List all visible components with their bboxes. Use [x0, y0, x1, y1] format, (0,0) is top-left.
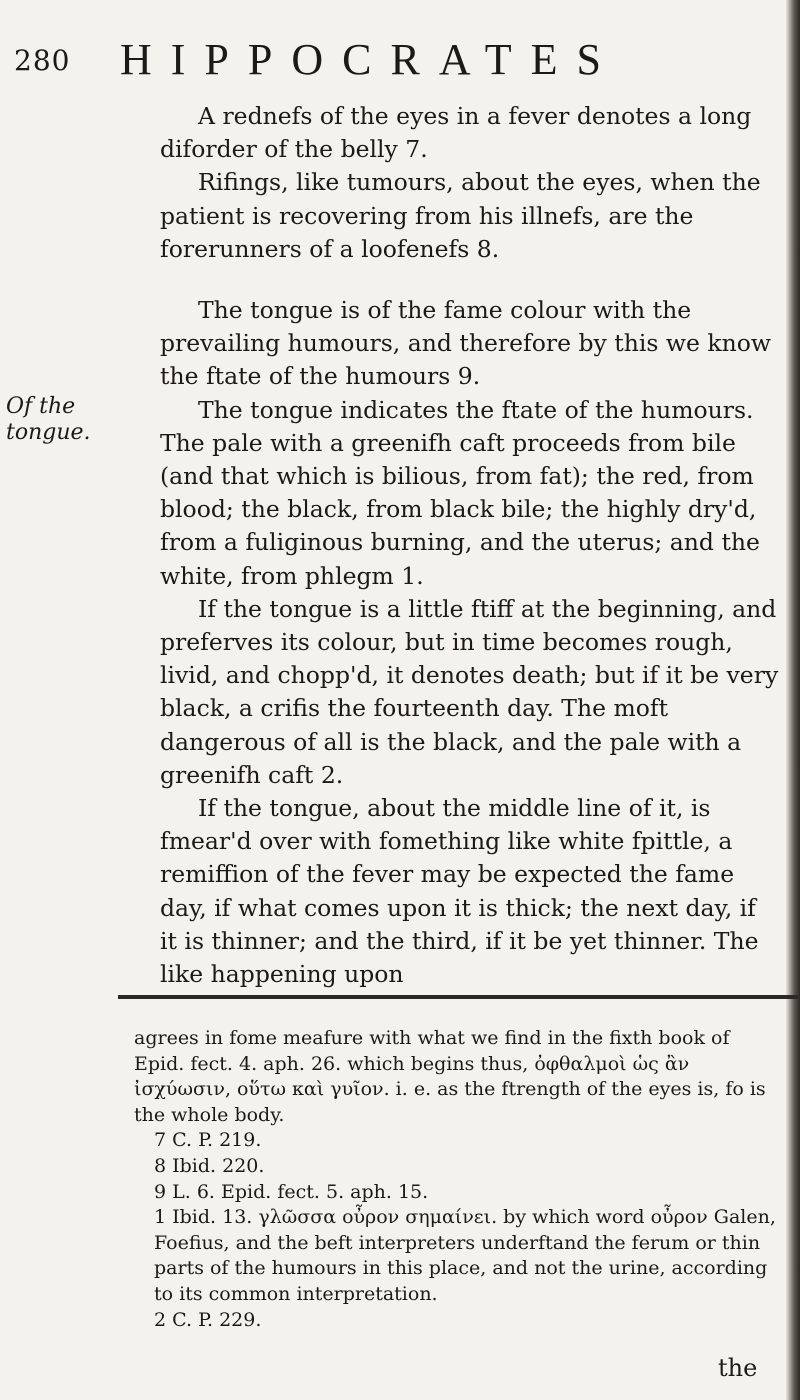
footnote-continued: agrees in fome meafure with what we find in the fixth book of Epid. fect. 4. aph. 26. which begins thus, ὀφθαλμοὶ ὡς ἂν ἰσχύωσιν, οὕτω καὶ γυῖον. i. e. as the ftrength of the eyes is, fo is the whole body. — [134, 1027, 766, 1126]
main-text — [160, 100, 780, 991]
footnote-8: 8 Ibid. 220. — [154, 1154, 265, 1177]
footnote-rule — [118, 995, 798, 999]
paragraph-6: If the tongue, about the middle line of it, is fmear'd over with fomething like white fpittle, a remiffion of the fever may be expected the fame day, if what comes upon it is thick; the next day, if it is thinner; and the third, if it be yet thinner. The like happening upon — [160, 794, 759, 989]
paragraph-3: The tongue is of the fame colour with the prevailing humours, and therefore by this we know the ftate of the humours 9. — [160, 296, 772, 391]
catchword: the — [718, 1354, 758, 1382]
footnotes — [134, 1026, 780, 1333]
paragraph-2: Rifings, like tumours, about the eyes, when the patient is recovering from his illnefs, are the forerunners of a loofenefs 8. — [160, 168, 761, 263]
footnote-2: 2 C. P. 229. — [154, 1308, 262, 1331]
footnote-9: 9 L. 6. Epid. fect. 5. aph. 15. — [154, 1180, 429, 1203]
page-number: 280 — [14, 44, 71, 77]
footnote-7: 7 C. P. 219. — [154, 1129, 262, 1152]
page-edge-shadow — [786, 0, 800, 1400]
paragraph-5: If the tongue is a little ftiff at the beginning, and preferves its colour, but in time becomes rough, livid, and chopp'd, it denotes death; but if it be very black, a crifis the fourteenth day. The moft dangerous of all is the black, and the pale with a greenifh caft 2. — [160, 594, 779, 789]
paragraph-1: A rednefs of the eyes in a fever denotes a long diforder of the belly 7. — [160, 102, 752, 164]
marginal-note: Of the tongue. — [6, 394, 91, 445]
running-head: HIPPOCRATES — [120, 35, 620, 84]
paragraph-4: The tongue indicates the ftate of the humours. The pale with a greenifh caft proceeds from bile (and that which is bilious, from fat); the red, from blood; the black, from black bile; the highly dry'd, from a fuliginous burning, and the uterus; and the white, from phlegm 1. — [160, 395, 760, 590]
footnote-1: 1 Ibid. 13. γλῶσσα οὖρον σημαίνει. by which word οὖρον Galen, Foefius, and the beft interpreters underftand the ferum or thin parts of the humours in this place, and not the urine, according to its common interpretation. — [154, 1206, 776, 1305]
